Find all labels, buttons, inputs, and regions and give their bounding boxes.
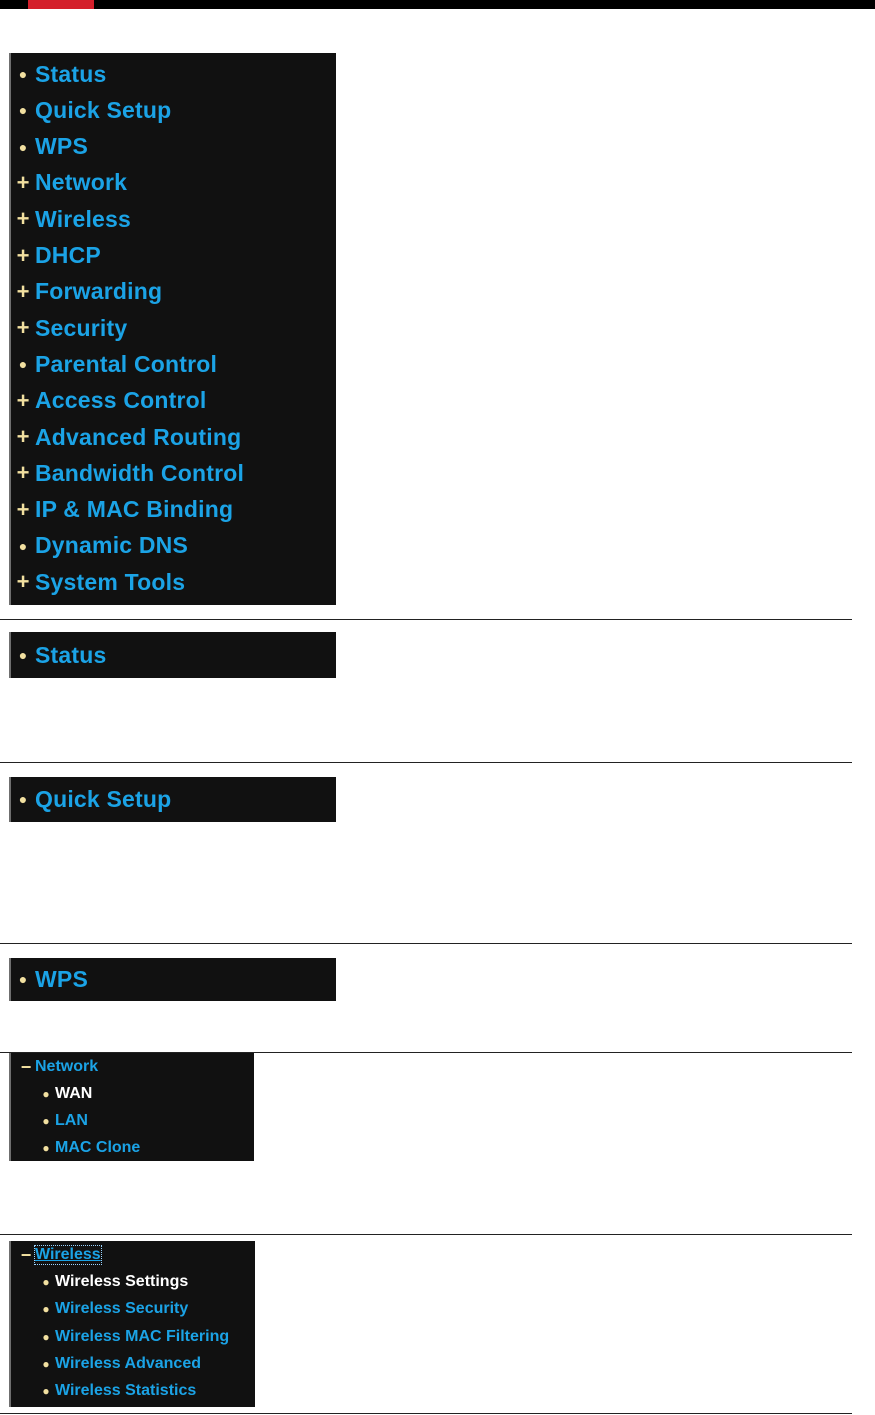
menu-item-label: Quick Setup xyxy=(35,785,172,812)
wps-menu xyxy=(9,958,336,1001)
menu-item-bandwidth-control[interactable] xyxy=(11,456,244,490)
bullet-dot-icon: ● xyxy=(42,1356,50,1371)
menu-item-dynamic-dns[interactable] xyxy=(11,529,188,563)
menu-item-advanced-routing[interactable] xyxy=(11,420,241,454)
expand-plus-icon: + xyxy=(16,496,30,522)
quick-setup-menu xyxy=(9,777,336,822)
menu-item-wps[interactable] xyxy=(11,962,88,996)
bullet-dot-icon: ● xyxy=(18,356,28,373)
menu-item-label: Advanced Routing xyxy=(35,423,242,450)
menu-item-access-control[interactable] xyxy=(11,384,207,418)
menu-item-label: Quick Setup xyxy=(35,96,172,123)
submenu-item-wireless-mac-filtering[interactable] xyxy=(37,1324,229,1350)
submenu-item-wan[interactable] xyxy=(37,1081,92,1107)
bullet-dot-icon: ● xyxy=(42,1141,50,1155)
divider xyxy=(0,943,852,944)
expand-plus-icon: + xyxy=(16,206,30,232)
submenu-item-label: Wireless Statistics xyxy=(55,1382,197,1400)
menu-item-label: Wireless xyxy=(35,1246,101,1263)
network-menu xyxy=(9,1053,254,1161)
menu-item-status[interactable] xyxy=(11,638,107,672)
menu-item-quick-setup[interactable] xyxy=(11,93,171,127)
menu-item-system-tools[interactable] xyxy=(11,565,185,599)
submenu-item-label: WAN xyxy=(55,1085,93,1102)
expand-plus-icon: + xyxy=(16,424,30,449)
menu-item-label: Wireless xyxy=(35,205,132,232)
brand-accent-block xyxy=(28,0,94,9)
menu-item-dhcp[interactable] xyxy=(11,239,101,273)
wireless-menu xyxy=(9,1241,255,1407)
submenu-item-label: Wireless Advanced xyxy=(55,1354,201,1372)
bullet-dot-icon: ● xyxy=(42,1275,50,1289)
submenu-item-wireless-settings[interactable] xyxy=(37,1269,188,1295)
expand-plus-icon: + xyxy=(16,278,30,304)
menu-item-label: Security xyxy=(35,314,128,341)
bullet-dot-icon: ● xyxy=(42,1329,50,1344)
bullet-dot-icon: ● xyxy=(18,537,28,554)
bullet-dot-icon: ● xyxy=(42,1384,50,1399)
menu-item-label: DHCP xyxy=(35,242,101,268)
submenu-item-mac-clone[interactable] xyxy=(37,1135,140,1161)
menu-item-label: Access Control xyxy=(35,387,207,414)
bullet-dot-icon: ● xyxy=(42,1302,50,1317)
submenu-item-label: Wireless MAC Filtering xyxy=(55,1327,230,1345)
divider xyxy=(0,1413,852,1414)
menu-item-label: IP & MAC Binding xyxy=(35,496,234,523)
divider xyxy=(0,762,852,763)
main-menu xyxy=(9,53,336,605)
expand-plus-icon: + xyxy=(16,387,30,413)
bullet-dot-icon: ● xyxy=(18,66,28,82)
menu-item-label: Forwarding xyxy=(35,278,163,305)
bullet-dot-icon: ● xyxy=(18,971,28,987)
page-header-bar xyxy=(0,0,875,9)
divider xyxy=(0,1234,852,1235)
status-menu xyxy=(9,632,336,678)
submenu-item-label: LAN xyxy=(55,1112,88,1129)
submenu-item-lan[interactable] xyxy=(37,1108,88,1134)
bullet-dot-icon: ● xyxy=(18,791,28,807)
menu-item-parental-control[interactable] xyxy=(11,347,217,381)
submenu-item-wireless-statistics[interactable] xyxy=(37,1378,196,1404)
menu-item-label: Network xyxy=(35,169,128,196)
menu-item-label: Status xyxy=(35,60,107,87)
menu-item-label: System Tools xyxy=(35,568,186,595)
submenu-item-label: MAC Clone xyxy=(55,1139,141,1156)
menu-item-network-expanded[interactable] xyxy=(17,1054,98,1080)
submenu-item-label: Wireless Settings xyxy=(55,1273,189,1290)
submenu-item-label: Wireless Security xyxy=(55,1300,189,1318)
collapse-minus-icon: − xyxy=(20,1244,32,1265)
menu-item-label: Parental Control xyxy=(35,350,218,377)
menu-item-label: Network xyxy=(35,1058,99,1075)
expand-plus-icon: + xyxy=(16,460,30,486)
bullet-dot-icon: ● xyxy=(42,1114,50,1128)
menu-item-label: Bandwidth Control xyxy=(35,459,245,486)
menu-item-network[interactable] xyxy=(11,166,127,200)
submenu-item-wireless-advanced[interactable] xyxy=(37,1351,201,1377)
bullet-dot-icon: ● xyxy=(42,1087,50,1101)
menu-item-forwarding[interactable] xyxy=(11,275,162,309)
menu-item-security[interactable] xyxy=(11,311,127,345)
menu-item-wireless-expanded[interactable] xyxy=(17,1242,101,1268)
menu-item-status[interactable] xyxy=(11,57,107,91)
collapse-minus-icon: − xyxy=(20,1056,32,1077)
expand-plus-icon: + xyxy=(16,242,30,268)
menu-item-label: Status xyxy=(35,641,107,668)
menu-item-wps[interactable] xyxy=(11,130,88,164)
expand-plus-icon: + xyxy=(16,315,30,341)
menu-item-ip-and-mac-binding[interactable] xyxy=(11,493,233,527)
expand-plus-icon: + xyxy=(16,169,30,195)
menu-item-quick-setup[interactable] xyxy=(11,782,171,816)
menu-item-label: Dynamic DNS xyxy=(35,532,189,559)
submenu-item-wireless-security[interactable] xyxy=(37,1296,188,1322)
divider xyxy=(0,619,852,620)
bullet-dot-icon: ● xyxy=(18,138,28,155)
menu-item-wireless[interactable] xyxy=(11,202,131,236)
menu-item-label: WPS xyxy=(35,133,88,160)
menu-item-label: WPS xyxy=(35,965,88,992)
bullet-dot-icon: ● xyxy=(18,647,28,663)
bullet-dot-icon: ● xyxy=(18,102,28,119)
expand-plus-icon: + xyxy=(16,569,30,595)
